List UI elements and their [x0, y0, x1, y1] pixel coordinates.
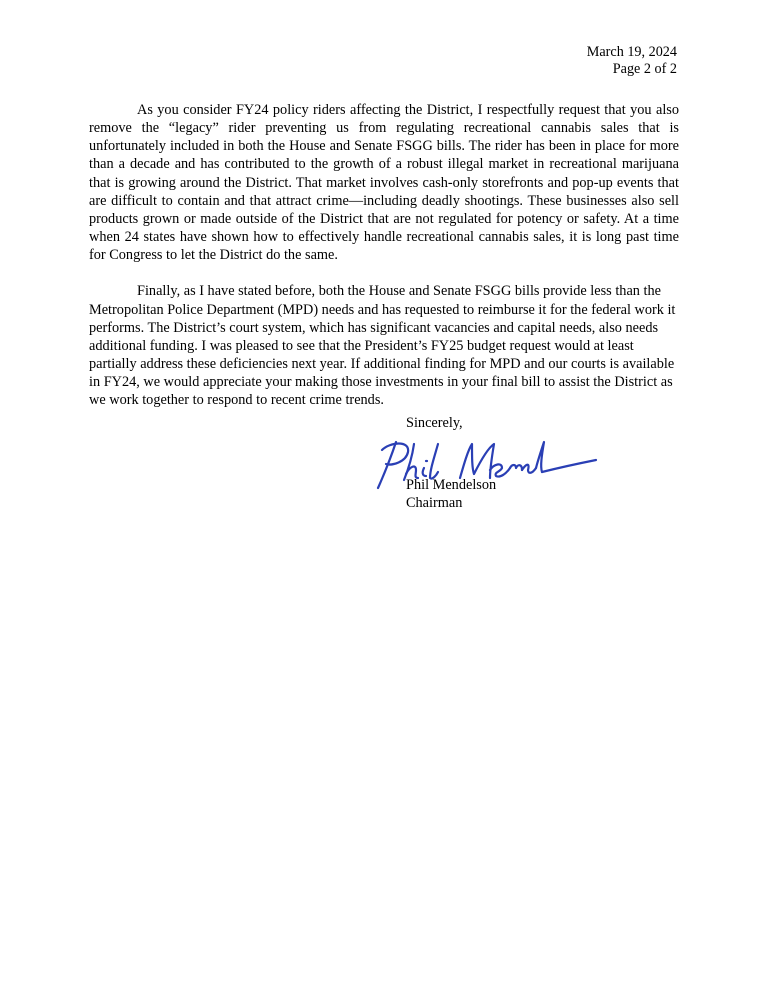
- paragraph-cannabis-rider: As you consider FY24 policy riders affecting the District, I respectfully request that you also remove the “legacy” rider preventing us from regulating recreational cannabis sales that is unfortunately included in both the House and Senate FSGG bills. The rider has been in place for more than a decade and has contributed to the growth of a robust illegal market in recreational marijuana that is growing around the District. That market involves cash-only storefronts and pop-up events that are difficult to contain and that attract crime—including deadly shootings. These businesses also sell products grown or made outside of the District that are not regulated for potency or safety. At a time when 24 states have shown how to effectively handle recreational cannabis sales, it is long past time for Congress to let the District do the same.: [89, 102, 679, 264]
- letter-header: [587, 44, 677, 78]
- letter-date: March 19, 2024: [586, 44, 677, 60]
- letter-body: [89, 101, 679, 428]
- signer-title: Chairman: [406, 495, 463, 511]
- paragraph-mpd-funding: Finally, as I have stated before, both the House and Senate FSGG bills provide less than the Metropolitan Police Department (MPD) needs and has requested to reimburse it for the federal work it performs. The District’s court system, which has significant vacancies and capital needs, also needs additional funding. I was pleased to see that the President’s FY25 budget request would at least partially address these deficiencies next year. If additional finding for MPD and our courts is available in FY24, we would appreciate your making those investments in your final bill to assist the District as we work together to respond to recent crime trends.: [89, 283, 676, 409]
- closing-salutation: Sincerely,: [406, 415, 463, 431]
- page-number: Page 2 of 2: [612, 61, 677, 77]
- signer-name: Phil Mendelson: [406, 477, 497, 493]
